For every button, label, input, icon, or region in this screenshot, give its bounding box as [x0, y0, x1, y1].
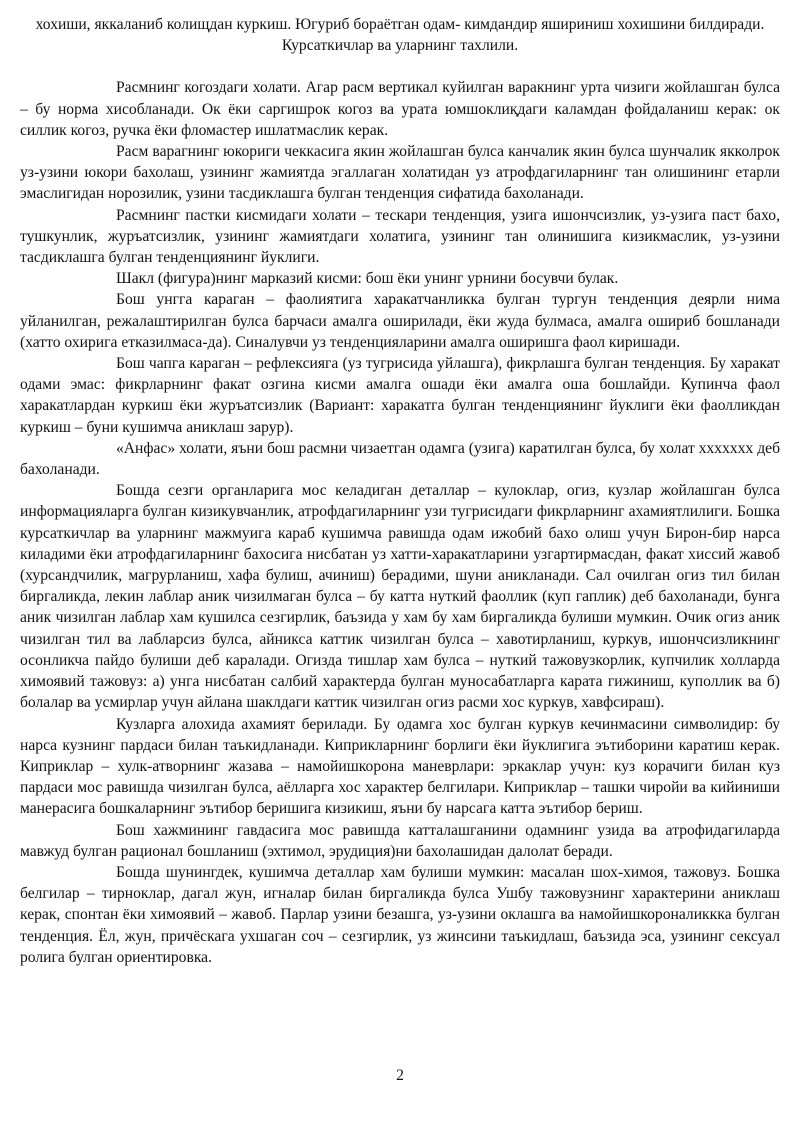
paragraph-head-right: Бош унгга караган – фаолиятига харакатчанликка булган тургун тенденция деярли нима уйланилган, режалаштирилган булса барчаси амалга оширилади, ёки жуда булмаса, амалга ошириб бошланади (хатто охирига етказилмаса-да). Синалувчи уз тенденцияларини амалга оширишга фаол киришади.: [20, 291, 780, 351]
continued-text: хохиши, яккаланиб колищдан куркиш. Югуриб бораётган одам- кимдандир яшириниш хохишини билдиради.: [35, 16, 765, 33]
paragraph-eyes: Кузларга алохида ахамият берилади. Бу одамга хос булган куркув кечинмасини символидир: бу нарса кузнинг пардаси билан таъкидланади. Киприкларнинг борлиги ёки йуклигига эътиборини каратиш керак. Киприклар – хулк-атворнинг жазава – намойишкорона маневрлари: эркаклар учун: куз корачиги билан куз пардаси мос равишда чизилган булса, аёлларга хос характер белгилари. Киприклар – ташки чиройи ва кийиниши манерасига бошкаларнинг эътибор беришига кизикиш, яъни бу нарсага катта эътибор бериш.: [20, 715, 780, 818]
paragraph-sense-organs: Бошда сезги органларига мос келадиган деталлар – кулоклар, огиз, кузлар жойлашган булса информацияларга булган кизикувчанлик, атрофдагиларнинг узи тугрисидаги фикрларнинг ахамиятлилиги. Бошка курсаткичлар ва уларнинг мажмуига караб кушимча равишда одам ижобий бахо олиш учун Бирон-бир нарса киладими ёки атрофдагиларнинг бахосига нисбатан уз хатти-харакатларини узгартирмасдан, факат хиссий жавоб (хурсандчилик, магрурланиш, хафа булиш, ачиниш) берадими, шуни аникланади. Сал очилган огиз тил билан биргаликда, лекин лаблар аник чизилмаган булса – бу катта нуткий фаоллик (куп гаплик) деб бахоланади, бунга аник чизилган лаблар хам кушилса сезгирлик, баъзида у хам бу хам биргаликда булиши мумкин. Очик огиз аник чизилган тил ва лабларсиз булса, айникса каттик чизилган булса – хавотирланиш, куркув, ишончсизликнинг осонликча пайдо булиши деб каралади. Огизда тишлар хам булса – нуткий тажовузкорлик, купчилик холларда химоявий тажовуз: а) унга нисбатан салбий характерда булган муносабатларга карата гижиниш, куполлик ва б) болалар ва усмирлар учун айлана шаклдаги каттик чизилган огиз расми хос куркув, хавфсираш).: [20, 482, 780, 712]
paragraph-top-edge: Расм варагнинг юкориги чеккасига якин жойлашган булса канчалик якин булса шунчалик якколрок уз-узини юкори бахолаш, узининг жамиятда эгаллаган холатидан уз атрофдагиларнинг тан олишининг етарли эмаслигидан норозилик, узини тасдиклашга булган тенденция сифатида бахоланади.: [20, 143, 780, 203]
paragraph-en-face: «Анфас» холати, яъни бош расмни чизаетган одамга (узига) каратилган булса, бу холат ххххххх деб бахоланади.: [20, 439, 780, 479]
paragraph-head-left: Бош чапга караган – рефлексияга (уз тугрисида уйлашга), фикрлашга булган тенденция. Бу харакат одами эмас: фикрларнинг факат озгина кисми амалга ошади ёки амалга оша бошлайди. Купинча фаол харакатлардан куркиш ёки журъатсизлик (Вариант: харакатга булган тенденциянинг йуклиги ёки фаолликдан куркиш – буни кушимча аниклаш зарур).: [20, 355, 780, 436]
paragraph-bottom-part: Расмнинг пастки кисмидаги холати – тескари тенденция, узига ишончсизлик, уз-узига паст бахо, тушкунлик, журъатсизлик, узининг жамиятдаги холатига, узининг тан олинишига кизикмаслик, уз-узини тасдиклашга булган тенденциянинг йуклиги.: [20, 206, 780, 267]
paragraph-head-size: Бош хажмининг гавдасига мос равишда катталашганини одамнинг узида ва атрофидагиларда мавжуд булган рационал бошланиш (эхтимол, эрудиция)ни бахолашидан далолат беради.: [20, 821, 780, 860]
document-page: [20, 14, 780, 968]
paragraph-extra-details: Бошда шунингдек, кушимча деталлар хам булиши мумкин: масалан шох-химоя, тажовуз. Бошка белгилар – тирноклар, дагал жун, игналар билан биргаликда булса Ушбу тажовузнинг характерини аниклаш керак, спонтан ёки химоявий – жавоб. Парлар узини безашга, уз-узини оклашга ва намойишкороналикккa булган тенденция. Ёл, жун, причёскага ухшаган соч – сезгирлик, уз жинсини таъкидлаш, баъзида эса, узининг сексуал ролига булган ориентировка.: [20, 863, 780, 966]
section-heading: Курсаткичлар ва уларнинг тахлили.: [281, 37, 519, 55]
paragraph-sheet-position: Расмнинг когоздаги холати. Агар расм вертикал куйилган варакнинг урта чизиги жойлашган булса – бу норма хисобланади. Ок ёки саргишрок когоз ва урата юмшоклиқдаги каламдан фойдаланиш керак: ок силлик когоз, ручка ёки фломастер ишлатмаслик керак.: [20, 79, 780, 139]
paragraph-figure-center: Шакл (фигура)нинг марказий кисми: бош ёки унинг урнини босувчи булак.: [116, 270, 619, 288]
page-number: 2: [396, 1067, 404, 1084]
